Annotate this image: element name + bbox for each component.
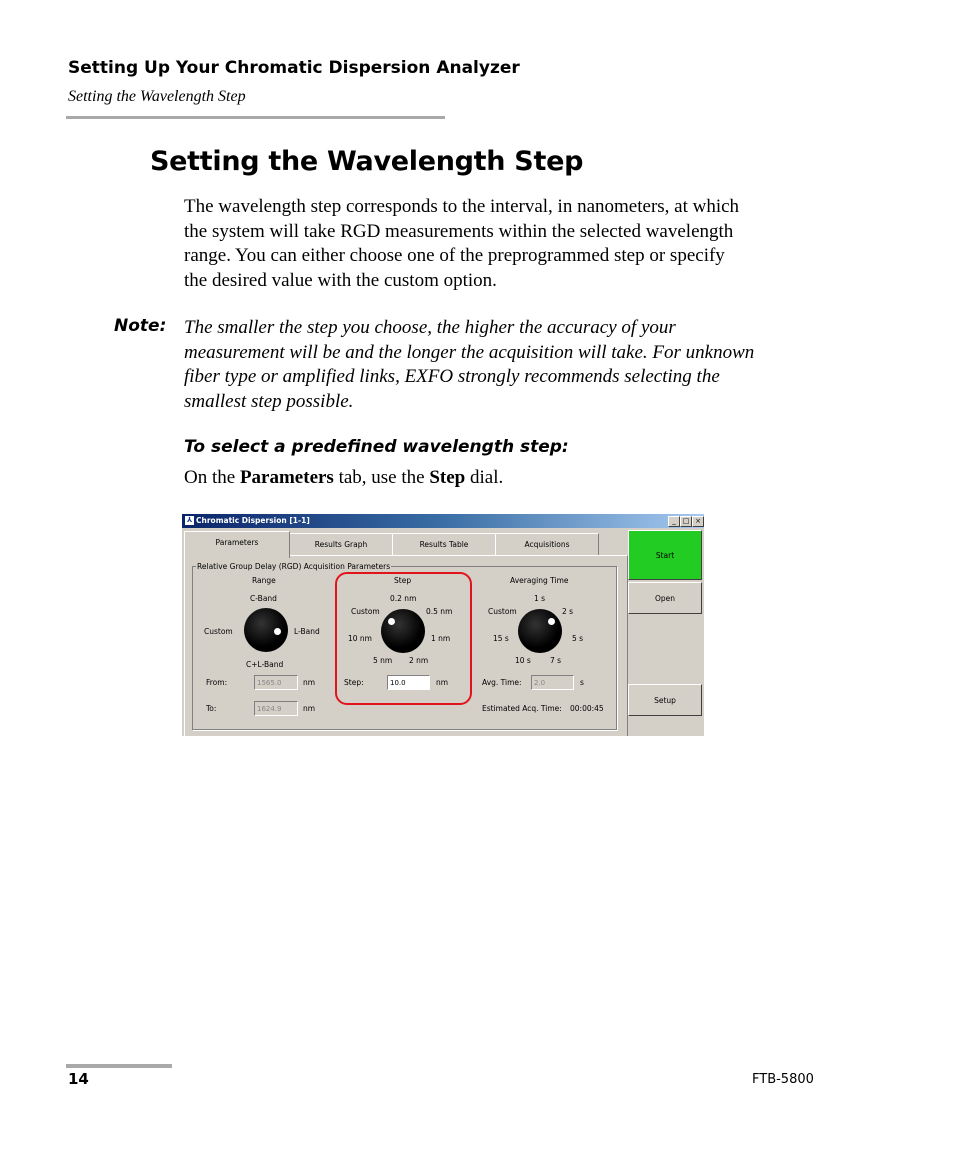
chapter-title: Setting Up Your Chromatic Dispersion Analyzer — [68, 58, 520, 78]
section-subtitle: Setting the Wavelength Step — [68, 88, 246, 105]
averaging-title: Averaging Time — [510, 576, 569, 585]
note-label: Note: — [114, 316, 167, 336]
step-option-0-2: 0.2 nm — [390, 594, 417, 603]
window-titlebar — [182, 514, 704, 528]
averaging-dial-indicator — [548, 618, 555, 625]
note-line: The smaller the step you choose, the higher the accuracy of your — [184, 317, 676, 338]
app-icon: ⅄ — [186, 516, 193, 524]
avg-time-unit: s — [580, 678, 584, 687]
step-label: Step: — [344, 678, 364, 687]
avg-option-custom: Custom — [488, 607, 517, 616]
maximize-button[interactable]: □ — [680, 516, 692, 527]
group-label: Relative Group Delay (RGD) Acquisition Parameters — [197, 562, 391, 571]
tab-bar — [184, 531, 624, 555]
header-rule — [66, 116, 445, 119]
procedure-text — [184, 467, 503, 489]
to-field[interactable]: 1624.9 — [254, 701, 298, 716]
from-label: From: — [206, 678, 228, 687]
range-option-cband: C-Band — [250, 594, 277, 603]
step-option-1: 1 nm — [431, 634, 451, 643]
step-option-10: 10 nm — [348, 634, 372, 643]
range-dial-indicator — [274, 628, 281, 635]
tab-acquisitions[interactable]: Acquisitions — [495, 533, 599, 556]
est-acq-label: Estimated Acq. Time: — [482, 704, 562, 713]
setup-button[interactable]: Setup — [628, 684, 702, 716]
procedure-part: dial. — [465, 467, 504, 488]
avg-time-label: Avg. Time: — [482, 678, 522, 687]
intro-paragraph — [184, 195, 824, 293]
procedure-part: tab, use the — [333, 467, 430, 488]
avg-option-5s: 5 s — [572, 634, 584, 643]
minimize-button[interactable]: _ — [668, 516, 680, 527]
tab-results-table[interactable]: Results Table — [392, 533, 496, 556]
footer-rule — [66, 1064, 172, 1068]
step-field[interactable]: 10.0 — [387, 675, 430, 690]
range-dial[interactable] — [244, 608, 288, 652]
start-button[interactable]: Start — [628, 530, 702, 580]
procedure-part: On the — [184, 467, 240, 488]
open-button[interactable]: Open — [628, 582, 702, 614]
procedure-part-bold: Step — [429, 467, 466, 488]
to-unit: nm — [303, 704, 316, 713]
range-title: Range — [252, 576, 276, 585]
step-option-0-5: 0.5 nm — [426, 607, 453, 616]
paragraph-line: the desired value with the custom option. — [184, 269, 497, 291]
avg-option-2s: 2 s — [562, 607, 574, 616]
app-screenshot — [182, 514, 704, 736]
note-line: smallest step possible. — [184, 390, 354, 412]
range-option-custom: Custom — [204, 627, 233, 636]
range-option-clband: C+L-Band — [246, 660, 284, 669]
procedure-part-bold: Parameters — [239, 467, 334, 488]
step-option-2: 2 nm — [409, 656, 429, 665]
note-text — [184, 316, 834, 414]
avg-option-7s: 7 s — [550, 656, 562, 665]
to-label: To: — [206, 704, 217, 713]
paragraph-line: range. You can either choose one of the preprogrammed step or specify — [184, 245, 725, 266]
est-acq-value: 00:00:45 — [570, 704, 604, 713]
step-title: Step — [394, 576, 412, 585]
page-number: 14 — [68, 1070, 89, 1088]
procedure-title: To select a predefined wavelength step: — [184, 437, 569, 457]
close-button[interactable]: × — [692, 516, 704, 527]
avg-time-field[interactable]: 2.0 — [531, 675, 574, 690]
averaging-dial[interactable] — [518, 609, 562, 653]
paragraph-line: The wavelength step corresponds to the interval, in nanometers, at which — [184, 196, 740, 217]
avg-option-15s: 15 s — [493, 634, 509, 643]
step-highlight — [335, 572, 472, 705]
note-line: fiber type or amplified links, EXFO strongly recommends selecting the — [184, 366, 720, 387]
note-line: measurement will be and the longer the acquisition will take. For unknown — [184, 341, 755, 363]
step-option-5: 5 nm — [373, 656, 393, 665]
from-field[interactable]: 1565.0 — [254, 675, 298, 690]
product-name: FTB-5800 — [752, 1072, 814, 1087]
step-option-custom: Custom — [351, 607, 380, 616]
section-heading: Setting the Wavelength Step — [150, 146, 584, 177]
tab-results-graph[interactable]: Results Graph — [289, 533, 393, 556]
range-option-lband: L-Band — [294, 627, 320, 636]
from-unit: nm — [303, 678, 316, 687]
step-unit: nm — [436, 678, 449, 687]
window-title: Chromatic Dispersion [1-1] — [196, 516, 310, 525]
avg-option-10s: 10 s — [515, 656, 531, 665]
tab-parameters[interactable]: Parameters — [184, 531, 290, 558]
paragraph-line: the system will take RGD measurements within the selected wavelength — [184, 220, 734, 242]
avg-option-1s: 1 s — [534, 594, 546, 603]
